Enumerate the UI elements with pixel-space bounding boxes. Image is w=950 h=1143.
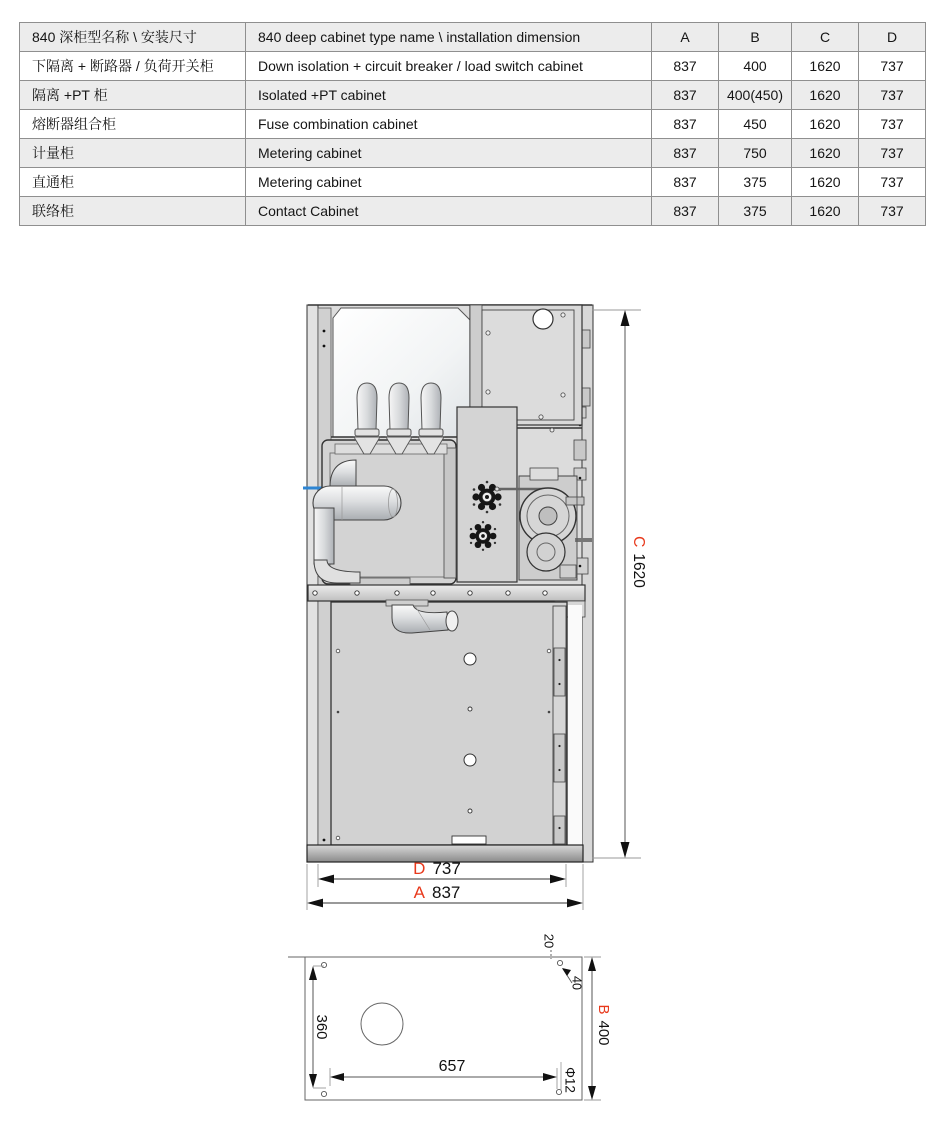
cell-b: 375 [719, 197, 792, 226]
mounting-hole [557, 960, 562, 965]
header-name-cn: 840 深柜型名称 \ 安装尺寸 [20, 23, 246, 52]
dim-657-label: 657 [438, 1058, 466, 1075]
cell-d: 737 [859, 52, 926, 81]
cell-cn: 计量柜 [20, 139, 246, 168]
dim-d-label: D 737 [413, 859, 461, 878]
cell-a: 837 [652, 110, 719, 139]
cell-c: 1620 [792, 139, 859, 168]
cell-b: 375 [719, 168, 792, 197]
dimension-c [592, 310, 647, 858]
dimension-b [584, 957, 612, 1100]
dimension-20 [542, 934, 557, 959]
dimension-phi12 [561, 1062, 577, 1093]
cell-b: 400 [719, 52, 792, 81]
cell-cn: 熔断器组合柜 [20, 110, 246, 139]
cell-d: 737 [859, 81, 926, 110]
dim-phi12-label: Φ12 [562, 1067, 578, 1093]
cell-cn: 直通柜 [20, 168, 246, 197]
cell-en: Metering cabinet [246, 139, 652, 168]
cell-cn: 隔离 +PT 柜 [20, 81, 246, 110]
header-col-d: D [859, 23, 926, 52]
cell-d: 737 [859, 168, 926, 197]
header-col-c: C [792, 23, 859, 52]
cell-c: 1620 [792, 110, 859, 139]
cell-c: 1620 [792, 197, 859, 226]
cell-d: 737 [859, 197, 926, 226]
cell-a: 837 [652, 139, 719, 168]
cell-en: Isolated +PT cabinet [246, 81, 652, 110]
lower-compartment-panel [331, 602, 582, 845]
door-hinge-strip [553, 606, 566, 845]
cell-d: 737 [859, 139, 926, 168]
cell-a: 837 [652, 52, 719, 81]
cell-d: 737 [859, 110, 926, 139]
dim-b-label: B400 [595, 1004, 613, 1046]
dim-a-label: A 837 [413, 883, 461, 902]
cell-a: 837 [652, 197, 719, 226]
cell-cn: 联络柜 [20, 197, 246, 226]
cell-b: 400(450) [719, 81, 792, 110]
cell-en: Metering cabinet [246, 168, 652, 197]
mounting-hole [321, 962, 326, 967]
header-col-a: A [652, 23, 719, 52]
dim-360-label: 360 [313, 1014, 331, 1040]
dim-c-label: C1620 [629, 536, 647, 588]
header-col-b: B [719, 23, 792, 52]
vent-hole [533, 309, 553, 329]
operating-mechanism-panel [457, 407, 517, 582]
insulator-bushings [355, 383, 443, 436]
cell-en: Contact Cabinet [246, 197, 652, 226]
cell-c: 1620 [792, 168, 859, 197]
footprint-outline [305, 957, 582, 1100]
dim-20-label: 20 [541, 933, 557, 949]
cell-c: 1620 [792, 52, 859, 81]
cell-b: 450 [719, 110, 792, 139]
cell-cn: 下隔离 + 断路器 / 负荷开关柜 [20, 52, 246, 81]
dim-40-label: 40 [569, 976, 584, 990]
cell-c: 1620 [792, 81, 859, 110]
mounting-hole [321, 1091, 326, 1096]
cabinet-side-view [303, 305, 647, 910]
cabinet-bottom-view [288, 934, 612, 1100]
cell-a: 837 [652, 168, 719, 197]
cell-a: 837 [652, 81, 719, 110]
header-name-en: 840 deep cabinet type name \ installation dimension [246, 23, 652, 52]
cell-b: 750 [719, 139, 792, 168]
bushing-supports [354, 437, 444, 454]
cell-en: Fuse combination cabinet [246, 110, 652, 139]
cell-en: Down isolation + circuit breaker / load switch cabinet [246, 52, 652, 81]
